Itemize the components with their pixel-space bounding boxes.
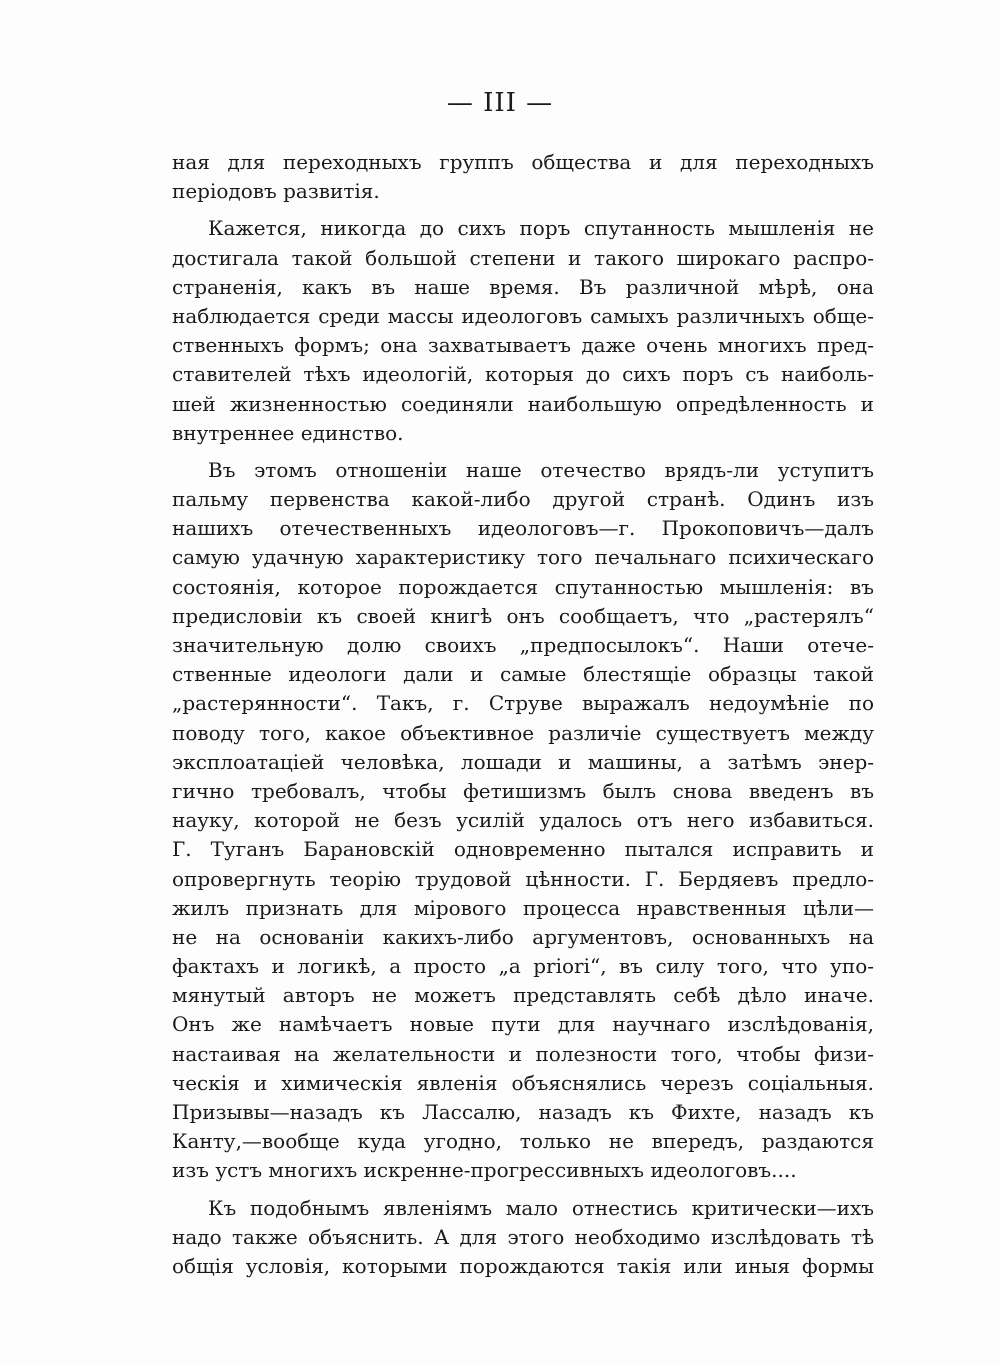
text-line: ственныхъ формъ; она захватываетъ даже очень многихъ пред- bbox=[172, 333, 874, 358]
text-line: значительную долю своихъ „предпосылокъ“. Наши отече- bbox=[172, 633, 874, 657]
text-line: пальму первенства какой-либо другой странѣ. Одинъ изъ bbox=[172, 487, 874, 512]
text-line: Кажется, никогда до сихъ поръ спутанность мышленія не bbox=[208, 216, 874, 241]
text-line: ственные идеологи дали и самые блестящіе образцы такой bbox=[172, 662, 874, 687]
text-line: эксплоатаціей человѣка, лошади и машины, а затѣмъ энер- bbox=[172, 749, 874, 774]
text-line: наблюдается среди массы идеологовъ самыхъ различныхъ обще- bbox=[172, 303, 874, 328]
text-line: надо также объяснить. А для этого необходимо изслѣдовать тѣ bbox=[172, 1224, 874, 1249]
text-line: ная для переходныхъ группъ общества и для переходныхъ bbox=[172, 150, 874, 174]
text-line: не на основаніи какихъ-либо аргументовъ, основанныхъ на bbox=[172, 924, 874, 949]
text-line: мянутый авторъ не можетъ представлять себѣ дѣло иначе. bbox=[172, 983, 874, 1008]
text-line: ставителей тѣхъ идеологій, которыя до сихъ поръ съ наиболь- bbox=[172, 362, 874, 387]
text-line: самую удачную характеристику того печальнаго психическаго bbox=[172, 545, 874, 570]
body-text bbox=[172, 148, 874, 1281]
text-line: жилъ признать для мірового процесса нравственныя цѣли— bbox=[172, 895, 874, 920]
text-line: періодовъ развитія. bbox=[172, 179, 380, 204]
text-line: гично требовалъ, чтобы фетишизмъ былъ снова введенъ въ bbox=[172, 778, 874, 803]
text-line: Призывы—назадъ къ Лассалю, назадъ къ Фихте, назадъ къ bbox=[172, 1100, 874, 1124]
text-line: „растерянности“. Такъ, г. Струве выражалъ недоумѣніе по bbox=[172, 691, 874, 716]
text-line: опровергнуть теорію трудовой цѣнности. Г. Бердяевъ предло- bbox=[172, 866, 874, 891]
text-line: поводу того, какое объективное различіе существуетъ между bbox=[172, 720, 874, 745]
text-line: Канту,—вообще куда угодно, только не впередъ, раздаются bbox=[172, 1129, 874, 1154]
text-line: нашихъ отечественныхъ идеологовъ—г. Прокоповичъ—далъ bbox=[172, 516, 874, 541]
text-line: Въ этомъ отношеніи наше отечество врядъ-ли уступитъ bbox=[208, 457, 874, 482]
text-line: состоянія, которое порождается спутанностью мышленія: въ bbox=[172, 574, 874, 599]
text-line: Онъ же намѣчаетъ новые пути для научнаго изслѣдованія, bbox=[172, 1012, 874, 1037]
text-line: страненія, какъ въ наше время. Въ различной мѣрѣ, она bbox=[172, 274, 874, 299]
text-line: ческія и химическія явленія объяснялись черезъ соціальныя. bbox=[172, 1070, 874, 1095]
text-line: настаивая на желательности и полезности того, чтобы физи- bbox=[172, 1041, 874, 1066]
text-line: общія условія, которыми порождаются такія или иныя формы bbox=[172, 1253, 874, 1278]
text-line: достигала такой большой степени и такого широкаго распро- bbox=[172, 245, 874, 270]
paragraph bbox=[172, 214, 874, 448]
paragraph bbox=[172, 148, 874, 206]
text-line: фактахъ и логикѣ, а просто „a priori“, въ силу того, что упо- bbox=[172, 954, 874, 979]
paragraph bbox=[172, 456, 874, 1186]
text-line: Г. Туганъ Барановскій одновременно пытался исправить и bbox=[172, 837, 874, 862]
text-line: науку, которой не безъ усилій удалось отъ него избавиться. bbox=[172, 808, 874, 833]
page-number: — III — bbox=[446, 88, 554, 118]
text-line: внутреннее единство. bbox=[172, 420, 404, 445]
text-line: предисловіи къ своей книгѣ онъ сообщаетъ, что „растерялъ“ bbox=[172, 603, 874, 628]
text-line: Къ подобнымъ явленіямъ мало отнестись критически—ихъ bbox=[208, 1195, 874, 1220]
text-line: изъ устъ многихъ искренне-прогрессивныхъ идеологовъ.... bbox=[172, 1158, 797, 1183]
paragraph bbox=[172, 1194, 874, 1282]
text-line: шей жизненностью соединяли наибольшую опредѣленность и bbox=[172, 391, 874, 416]
